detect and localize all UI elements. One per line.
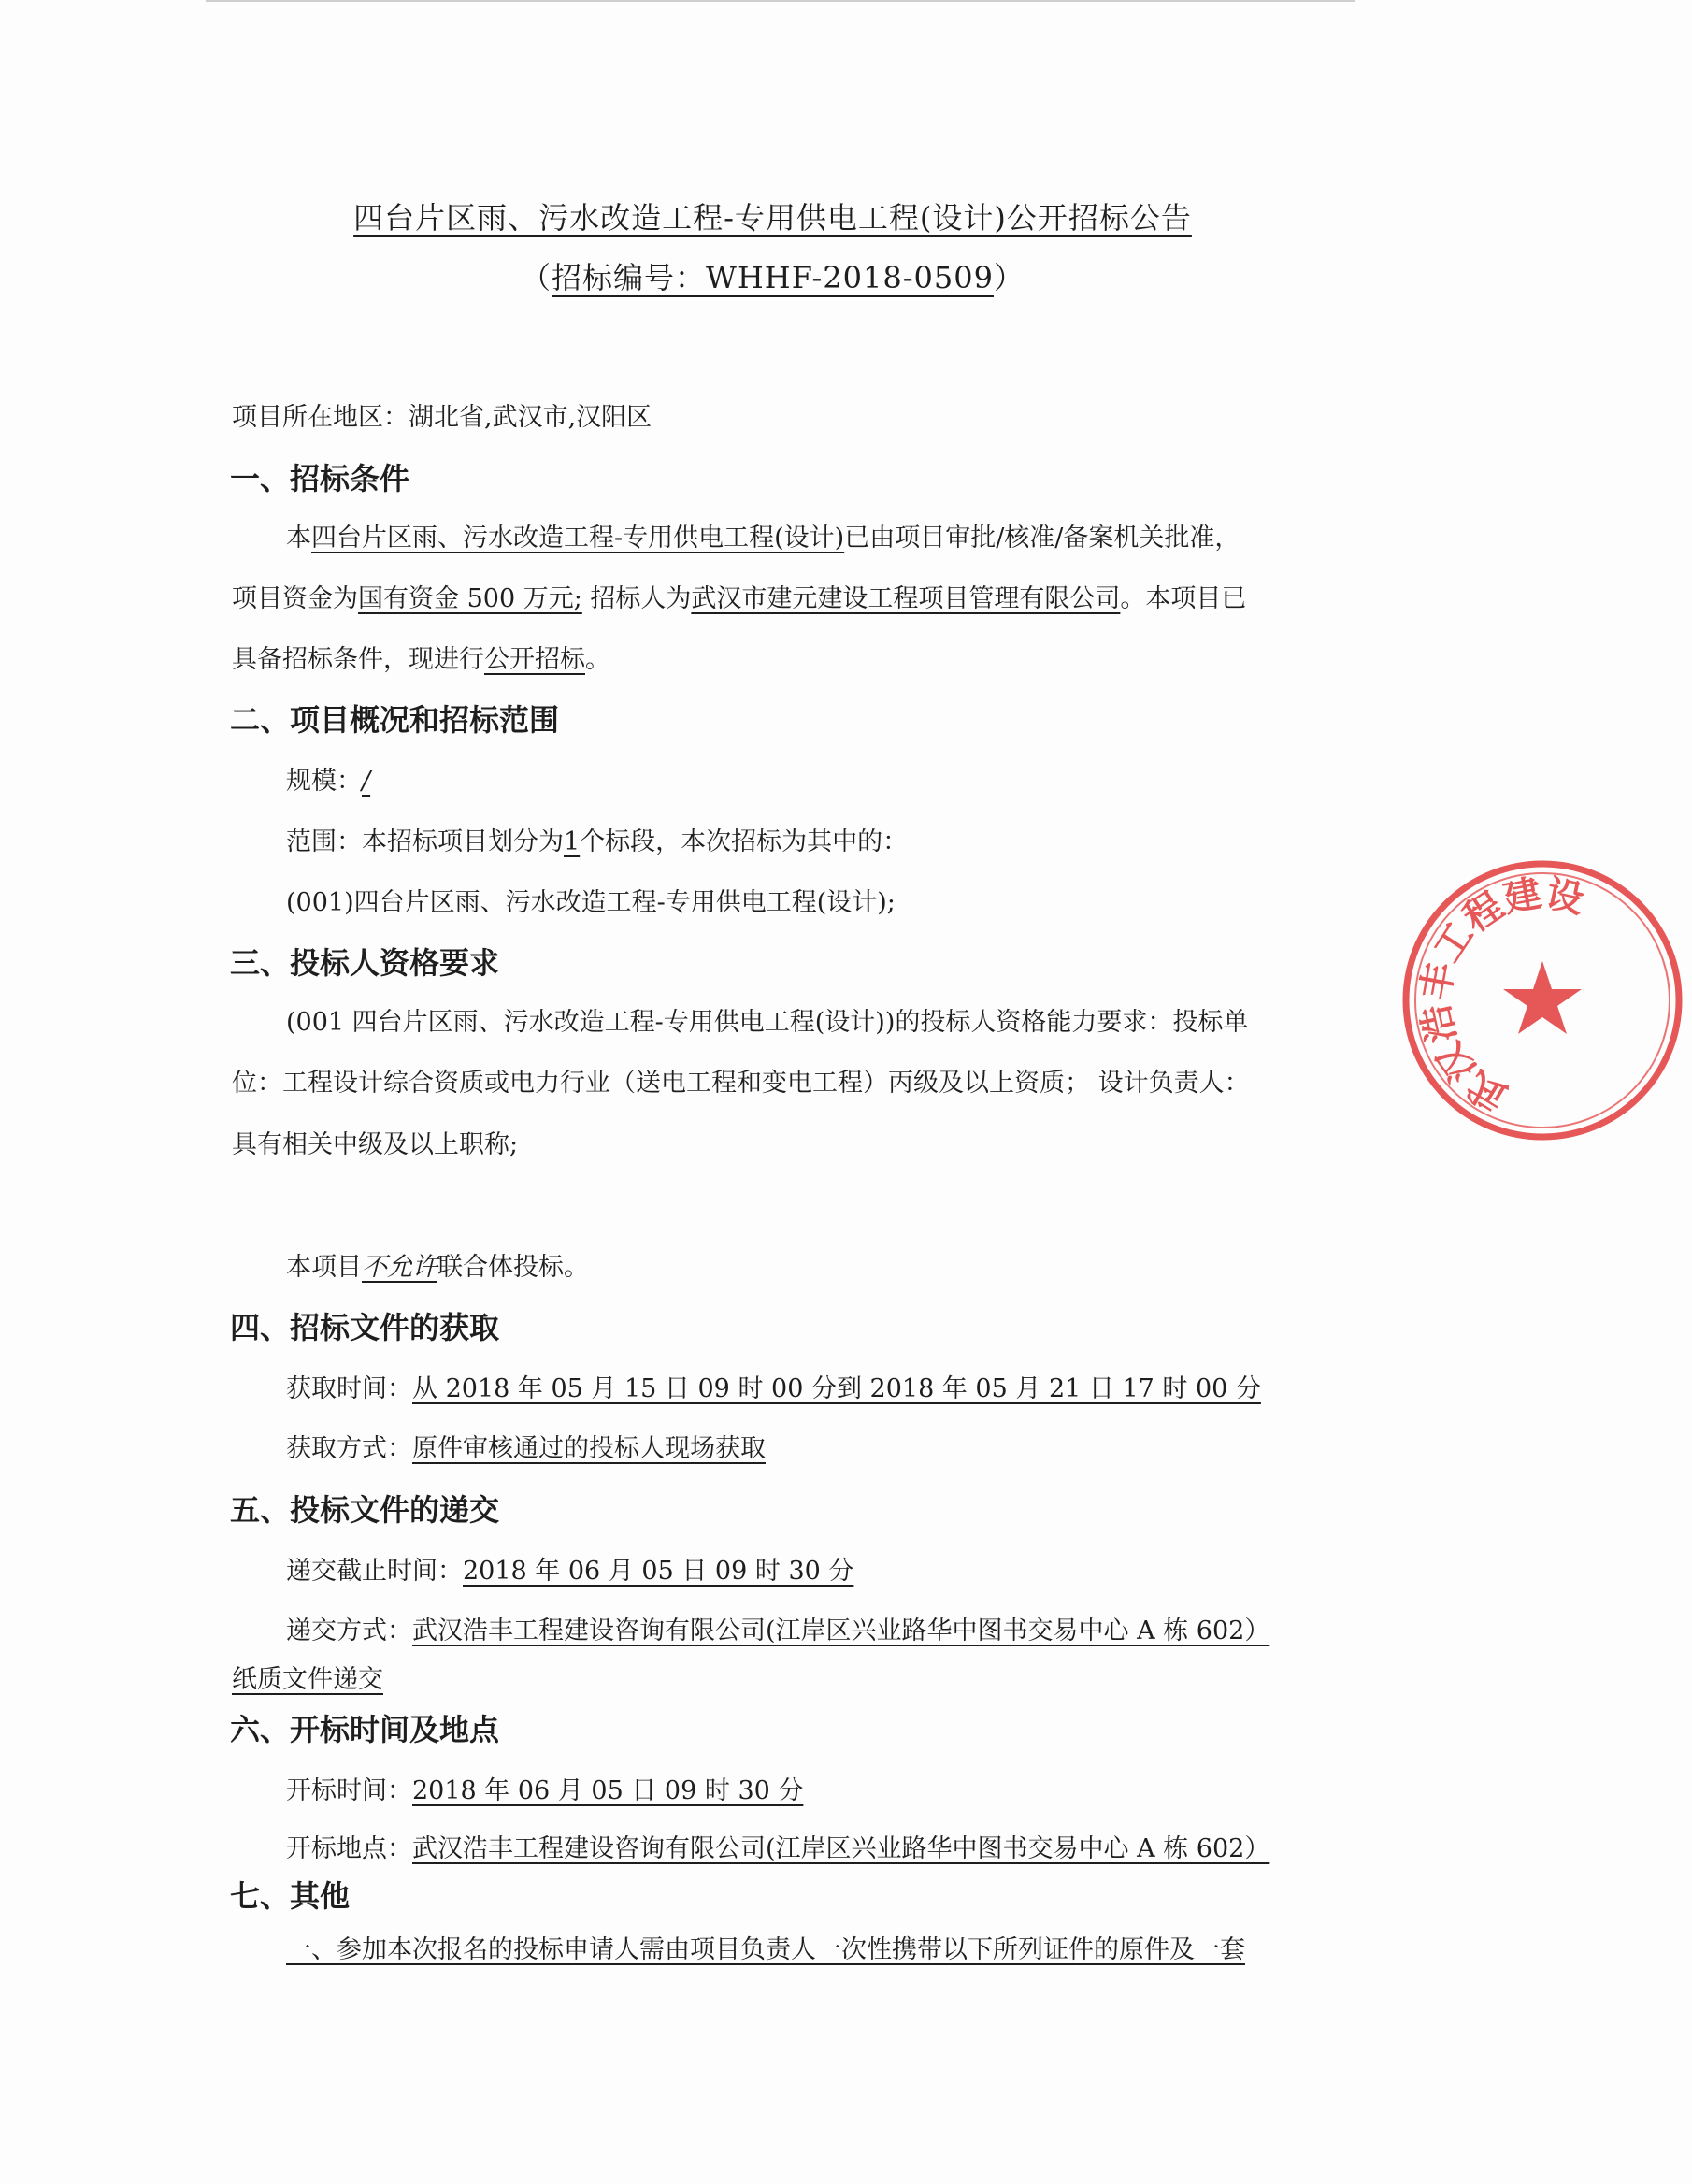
section-1-heading: 一、招标条件	[230, 461, 410, 496]
tender-code: （招标编号：WHHF-2018-0509）	[520, 260, 1025, 295]
section-4-heading: 四、招标文件的获取	[230, 1310, 500, 1345]
project-location: 项目所在地区：湖北省,武汉市,汉阳区	[232, 403, 652, 432]
section-3-heading: 三、投标人资格要求	[230, 945, 500, 981]
submit-method-line-2: 纸质文件递交	[232, 1665, 383, 1694]
lot-line: (001)四台片区雨、污水改造工程-专用供电工程(设计);	[286, 888, 896, 917]
seal-star-icon	[1503, 961, 1582, 1034]
acquire-time-line: 获取时间：从 2018 年 05 月 15 日 09 时 00 分到 2018 年 05 月 21 日 17 时 00 分	[286, 1374, 1261, 1403]
open-place-line: 开标地点：武汉浩丰工程建设咨询有限公司(江岸区兴业路华中图书交易中心 A 栋 602）	[286, 1834, 1270, 1863]
section-5-heading: 五、投标文件的递交	[230, 1492, 500, 1528]
s3-line-2: 位：工程设计综合资质或电力行业（送电工程和变电工程）丙级及以上资质； 设计负责人：	[232, 1069, 1250, 1098]
deadline-line: 递交截止时间：2018 年 06 月 05 日 09 时 30 分	[286, 1557, 854, 1586]
joint-bid-line: 本项目不允许联合体投标。	[286, 1253, 589, 1282]
seal-text: 武汉浩丰工程建设咨询有限公司	[1413, 871, 1588, 1119]
s1-line-3: 具备招标条件，现进行公开招标。	[232, 645, 610, 674]
s7-line-1: 一、参加本次报名的投标申请人需由项目负责人一次性携带以下所列证件的原件及一套	[286, 1935, 1245, 1964]
open-time-line: 开标时间：2018 年 06 月 05 日 09 时 30 分	[286, 1776, 804, 1805]
scan-edge-line	[206, 0, 1355, 2]
section-2-heading: 二、项目概况和招标范围	[230, 702, 560, 738]
page-title: 四台片区雨、污水改造工程-专用供电工程(设计)公开招标公告	[353, 200, 1192, 236]
scale-line: 规模：/	[286, 767, 371, 796]
s1-line-1: 本四台片区雨、污水改造工程-专用供电工程(设计)已由项目审批/核准/备案机关批准，	[286, 524, 1240, 553]
submit-method-line: 递交方式：武汉浩丰工程建设咨询有限公司(江岸区兴业路华中图书交易中心 A 栋 602）	[286, 1616, 1270, 1645]
section-7-heading: 七、其他	[230, 1878, 351, 1914]
section-6-heading: 六、开标时间及地点	[230, 1712, 500, 1747]
s1-line-2: 项目资金为国有资金 500 万元; 招标人为武汉市建元建设工程项目管理有限公司。本项目已	[232, 584, 1247, 613]
acquire-method-line: 获取方式：原件审核通过的投标人现场获取	[286, 1434, 766, 1463]
s3-line-1: (001 四台片区雨、污水改造工程-专用供电工程(设计))的投标人资格能力要求：投标单	[286, 1008, 1249, 1037]
s3-line-3: 具有相关中级及以上职称;	[232, 1130, 519, 1159]
range-line: 范围：本招标项目划分为1个标段，本次招标为其中的：	[286, 827, 909, 856]
company-seal-stamp	[1393, 851, 1692, 1150]
